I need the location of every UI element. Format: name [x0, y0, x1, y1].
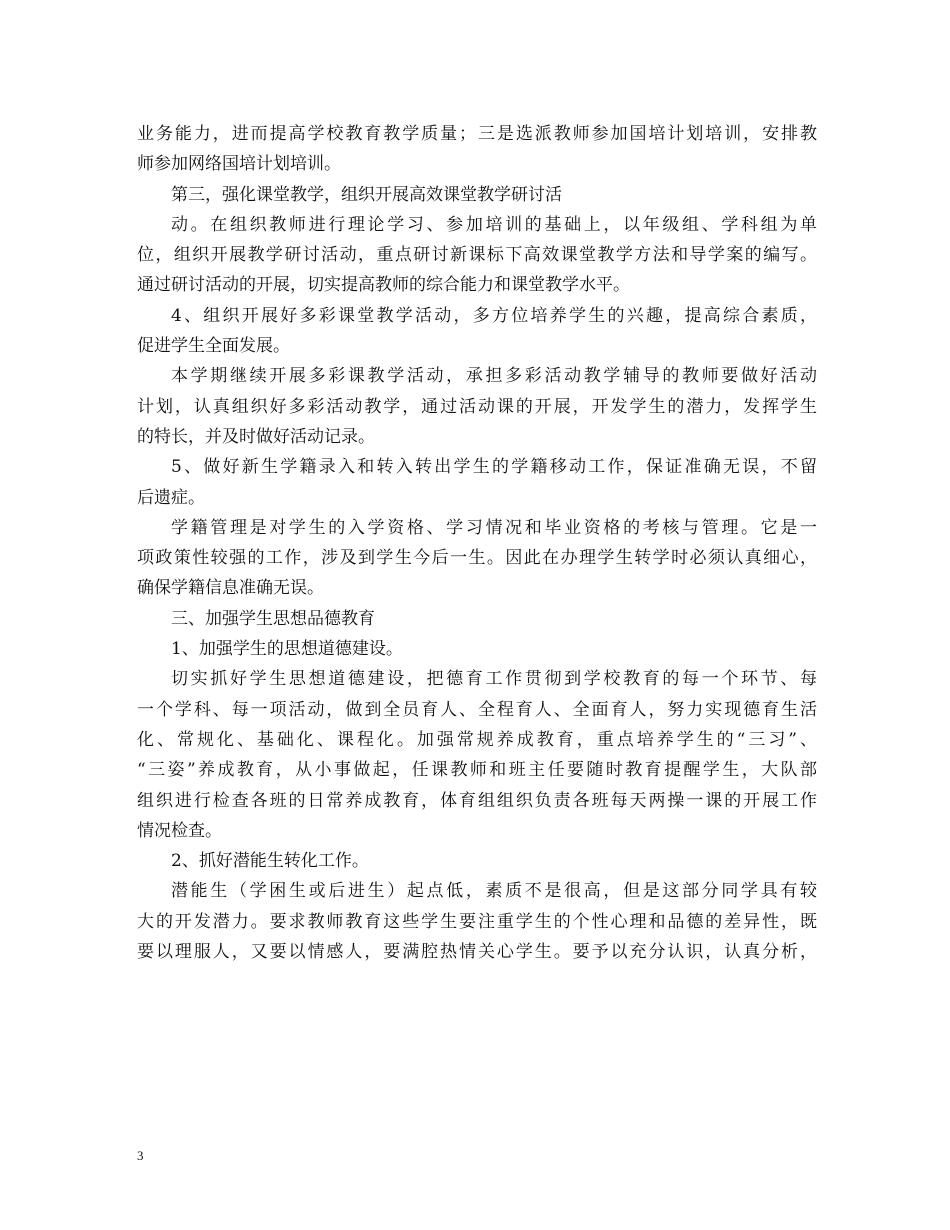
text-line-28: 要以理服人，又要以情感人，要满腔热情关心学生。要予以充分认识，认真分析， [137, 942, 817, 963]
text-line-5: 位，组织开展教学研讨活动，重点研讨新课标下高效课堂教学方法和导学案的编写。 [137, 245, 817, 266]
page-number: 3 [137, 1148, 144, 1163]
text-line-1: 业务能力，进而提高学校教育教学质量；三是选派教师参加国培计划培训，安排教 [137, 124, 817, 144]
text-line-2: 师参加网络国培计划培训。 [137, 154, 341, 175]
text-line-14: 学籍管理是对学生的入学资格、学习情况和毕业资格的考核与管理。它是一 [171, 517, 817, 538]
text-line-22: “三姿”养成教育，从小事做起，任课教师和班主任要随时教育提醒学生，大队部 [137, 760, 817, 781]
subheading-1: 1、加强学生的思想道德建设。 [171, 639, 403, 660]
text-line-9: 本学期继续开展多彩课教学活动，承担多彩活动教学辅导的教师要做好活动 [171, 366, 817, 387]
text-line-20: 一个学科、每一项活动，做到全员育人、全程育人、全面育人，努力实现德育生活 [137, 699, 817, 720]
subheading-2: 2、抓好潜能生转化工作。 [171, 851, 369, 872]
text-line-23: 组织进行检查各班的日常养成教育，体育组组织负责各班每天两操一课的开展工作 [137, 790, 817, 811]
text-line-6: 通过研讨活动的开展，切实提高教师的综合能力和课堂教学水平。 [137, 275, 630, 296]
text-line-8: 促进学生全面发展。 [137, 336, 290, 357]
text-line-11: 的特长，并及时做好活动记录。 [137, 426, 375, 447]
text-line-16: 确保学籍信息准确无误。 [137, 578, 324, 599]
text-line-7: 4、组织开展好多彩课堂教学活动，多方位培养学生的兴趣，提高综合素质， [171, 305, 817, 326]
text-line-13: 后遗症。 [137, 487, 205, 508]
text-line-26: 潜能生（学困生或后进生）起点低，素质不是很高，但是这部分同学具有较 [171, 881, 817, 902]
text-line-19: 切实抓好学生思想道德建设，把德育工作贯彻到学校教育的每一个环节、每 [171, 669, 817, 690]
text-line-10: 计划，认真组织好多彩活动教学，通过活动课的开展，开发学生的潜力，发挥学生 [137, 396, 817, 417]
text-line-27: 大的开发潜力。要求教师教育这些学生要注重学生的个性心理和品德的差异性，既 [137, 911, 817, 932]
body-text [137, 119, 817, 967]
text-line-21: 化、常规化、基础化、课程化。加强常规养成教育，重点培养学生的“三习”、 [137, 729, 817, 750]
section-heading-3: 三、加强学生思想品德教育 [171, 608, 375, 629]
text-line-4: 动。在组织教师进行理论学习、参加培训的基础上，以年级组、学科组为单 [171, 214, 817, 235]
text-line-15: 项政策性较强的工作，涉及到学生今后一生。因此在办理学生转学时必须认真细心， [137, 548, 817, 569]
text-line-24: 情况检查。 [137, 820, 222, 841]
text-line-3: 第三，强化课堂教学，组织开展高效课堂教学研讨活 [171, 184, 562, 205]
text-line-12: 5、做好新生学籍录入和转入转出学生的学籍移动工作，保证准确无误，不留 [171, 457, 817, 478]
